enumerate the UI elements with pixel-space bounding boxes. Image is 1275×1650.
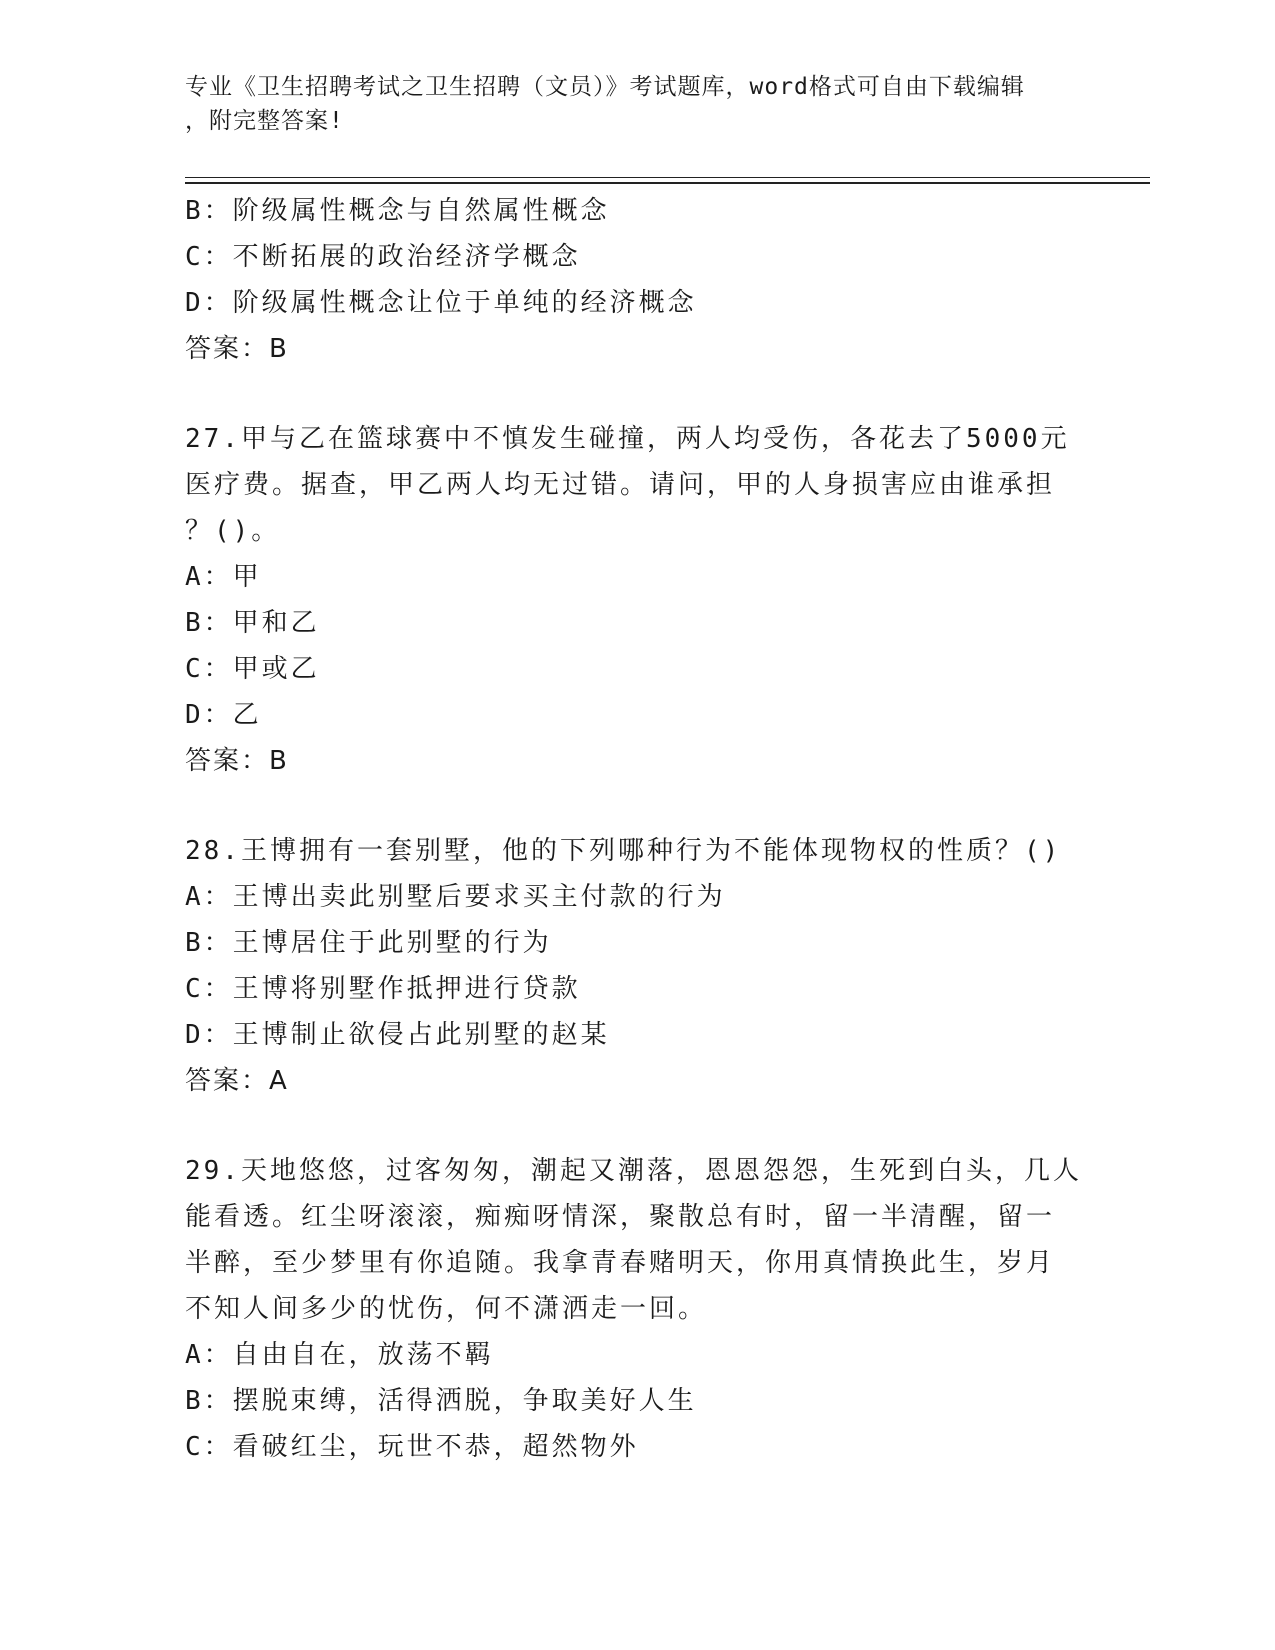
- header-line-2: ，附完整答案!: [185, 108, 344, 134]
- option-b: B：阶级属性概念与自然属性概念: [185, 196, 610, 226]
- question-text-line: 29.天地悠悠，过客匆匆，潮起又潮落，恩恩怨怨，生死到白头，几人: [185, 1156, 1082, 1186]
- question-28: [185, 828, 1085, 1104]
- question-text-line: 28.王博拥有一套别墅，他的下列哪种行为不能体现物权的性质？(): [185, 836, 1062, 866]
- spacer: [185, 784, 1085, 828]
- option-d: D：阶级属性概念让位于单纯的经济概念: [185, 288, 697, 318]
- header-line-1: 专业《卫生招聘考试之卫生招聘（文员）》考试题库，word格式可自由下载编辑: [185, 74, 1025, 100]
- option-a: A：自由自在，放荡不羁: [185, 1340, 494, 1370]
- option-a: A：甲: [185, 562, 262, 592]
- question-text-line: ？()。: [185, 516, 281, 546]
- option-b: B：甲和乙: [185, 608, 320, 638]
- header-divider-thick: [185, 182, 1150, 184]
- answer-line: 答案：A: [185, 1066, 289, 1096]
- option-d: D：王博制止欲侵占此别墅的赵某: [185, 1020, 610, 1050]
- answer-line: 答案：B: [185, 746, 289, 776]
- question-text-line: 半醉，至少梦里有你追随。我拿青春赌明天，你用真情换此生，岁月: [185, 1248, 1056, 1278]
- question-list: [185, 188, 1085, 1470]
- option-c: C：甲或乙: [185, 654, 320, 684]
- header-divider-thin: [185, 177, 1150, 178]
- spacer: [185, 372, 1085, 416]
- option-b: B：王博居住于此别墅的行为: [185, 928, 552, 958]
- option-a: A：王博出卖此别墅后要求买主付款的行为: [185, 882, 726, 912]
- question-text-line: 不知人间多少的忧伤，何不潇洒走一回。: [185, 1294, 708, 1324]
- option-c: C：王博将别墅作抵押进行贷款: [185, 974, 581, 1004]
- question-29: [185, 1148, 1085, 1470]
- option-d: D：乙: [185, 700, 262, 730]
- question-text-line: 27.甲与乙在篮球赛中不慎发生碰撞，两人均受伤，各花去了5000元: [185, 424, 1070, 454]
- question-27: [185, 416, 1085, 784]
- answer-line: 答案：B: [185, 334, 289, 364]
- option-c: C：不断拓展的政治经济学概念: [185, 242, 581, 272]
- question-text-line: 能看透。红尘呀滚滚，痴痴呀情深，聚散总有时，留一半清醒，留一: [185, 1202, 1056, 1232]
- spacer: [185, 1104, 1085, 1148]
- option-b: B：摆脱束缚，活得洒脱，争取美好人生: [185, 1386, 697, 1416]
- option-c: C：看破红尘，玩世不恭，超然物外: [185, 1432, 639, 1462]
- document-header: [185, 70, 1085, 138]
- question-26: [185, 188, 1085, 372]
- question-text-line: 医疗费。据查，甲乙两人均无过错。请问，甲的人身损害应由谁承担: [185, 470, 1056, 500]
